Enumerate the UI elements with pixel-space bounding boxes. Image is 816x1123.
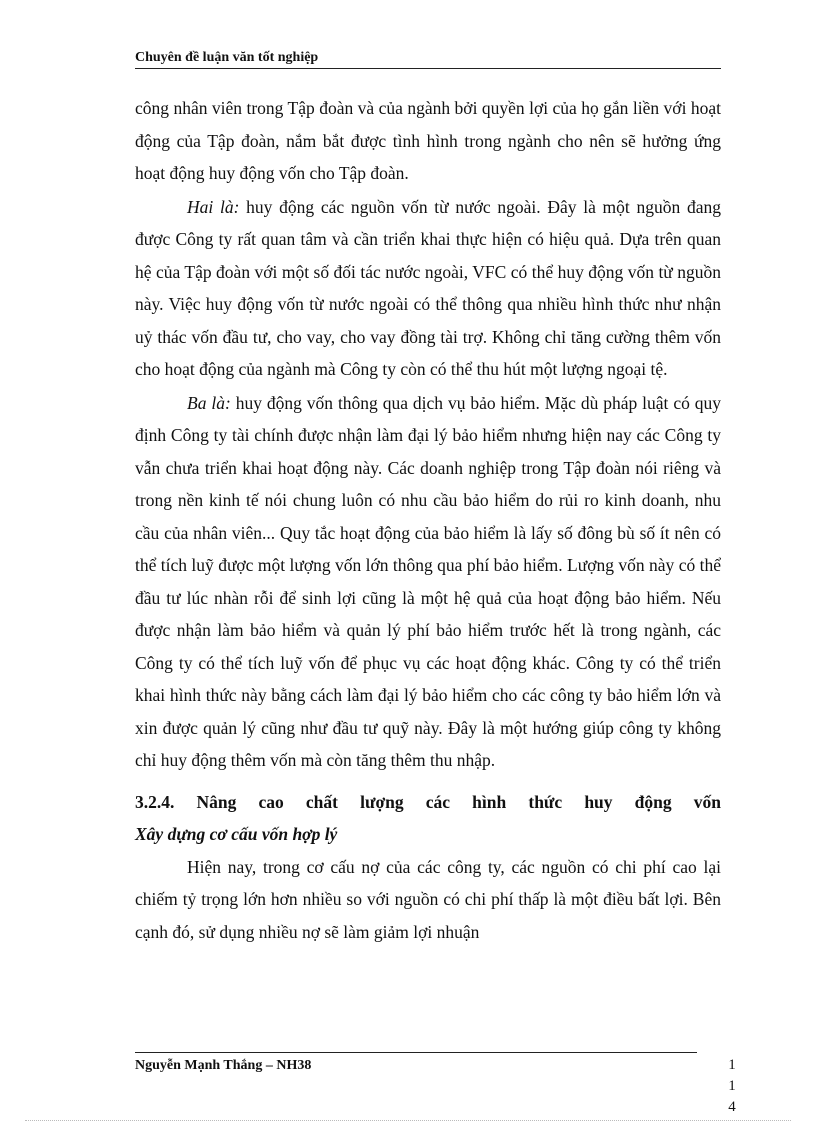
section-subheading: Xây dựng cơ cấu vốn hợp lý	[135, 823, 338, 844]
paragraph-continuation: công nhân viên trong Tập đoàn và của ngành bởi quyền lợi của họ gắn liền với hoạt động của Tập đoàn, nắm bắt được tình hình trong ngành cho nên sẽ hưởng ứng hoạt động huy động vốn cho Tập đoàn.	[135, 98, 721, 183]
header-title: Chuyên đề luận văn tốt nghiệp	[135, 50, 319, 65]
paragraph-lead: Ba là:	[187, 392, 231, 413]
paragraph-lead: Hai là:	[187, 196, 240, 217]
paragraph-ba-la	[135, 387, 721, 777]
document-body	[135, 92, 721, 948]
paragraph-text: huy động vốn thông qua dịch vụ bảo hiểm. Mặc dù pháp luật có quy định Công ty tài chính được nhận làm đại lý bảo hiểm nhưng hiện nay các Công ty vẫn chưa triển khai hoạt động này. Các doanh nghiệp trong Tập đoàn nói riêng và trong nền kinh tế nói chung luôn có nhu cầu bảo hiểm do rủi ro kinh doanh, nhu cầu của nhân viên... Quy tắc hoạt động của bảo hiểm là lấy số đông bù số ít nên có thể tích luỹ được một lượng vốn lớn thông qua phí bảo hiểm. Lượng vốn này có thể đầu tư lúc nhàn rỗi để sinh lợi cũng là một hệ quả của hoạt động bảo hiểm. Nếu được nhận làm bảo hiểm và quản lý phí bảo hiểm trước hết là trong ngành, các Công ty có thể tích luỹ vốn để phục vụ các hoạt động khác. Công ty có thể triển khai hình thức này bằng cách làm đại lý bảo hiểm cho các công ty bảo hiểm lớn và xin được quản lý cũng như đầu tư quỹ này. Đây là một hướng giúp công ty không chỉ huy động thêm vốn mà còn tăng thêm thu nhập.	[135, 392, 721, 770]
page-header	[135, 50, 721, 69]
section-heading: 3.2.4. Nâng cao chất lượng các hình thức huy động vốn	[135, 791, 721, 812]
footer-divider	[135, 1052, 697, 1053]
paragraph-text: huy động các nguồn vốn từ nước ngoài. Đây là một nguồn đang được Công ty rất quan tâm và cần triển khai thực hiện có hiệu quả. Dựa trên quan hệ của Tập đoàn với một số đối tác nước ngoài, VFC có thể huy động vốn từ nguồn này. Việc huy động vốn từ nước ngoài có thể thông qua nhiều hình thức như nhận uỷ thác vốn đầu tư, cho vay, cho vay đồng tài trợ. Không chỉ tăng cường thêm vốn cho hoạt động của ngành mà Công ty còn có thể thu hút một lượng ngoại tệ.	[135, 196, 721, 379]
footer-author: Nguyễn Mạnh Thắng – NH38	[135, 1058, 312, 1073]
page-number	[725, 1055, 739, 1118]
paragraph-hai-la	[135, 191, 721, 386]
page-bottom-border	[25, 1120, 791, 1121]
page-number-digit: 4	[728, 1099, 736, 1115]
page-number-digit: 1	[728, 1057, 736, 1073]
paragraph-hien-nay: Hiện nay, trong cơ cấu nợ của các công ty, các nguồn có chi phí cao lại chiếm tỷ trọng lớn hơn nhiều so với nguồn có chi phí thấp là một điều bất lợi. Bên cạnh đó, sử dụng nhiều nợ sẽ làm giảm lợi nhuận	[135, 856, 721, 942]
page-number-digit: 1	[728, 1078, 736, 1094]
